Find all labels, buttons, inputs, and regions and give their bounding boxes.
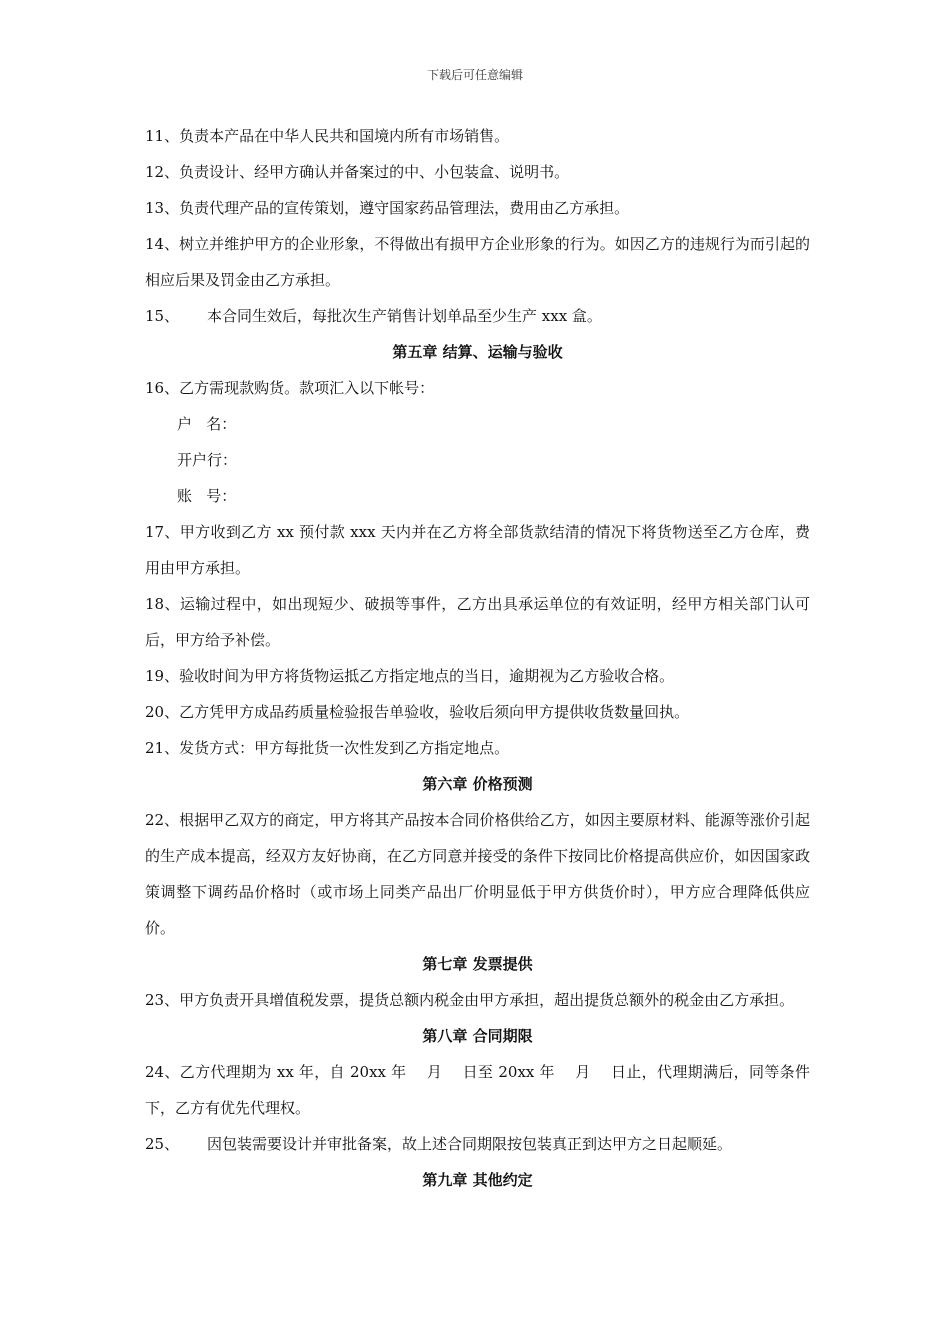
clause-22: 22、根据甲乙双方的商定，甲方将其产品按本合同价格供给乙方，如因主要原材料、能源等涨价引起的生产成本提高，经双方友好协商，在乙方同意并接受的条件下按同比价格提高供应价，如因国家政策调整下调药品价格时（或市场上同类产品出厂价明显低于甲方供货价时），甲方应合理降低供应价。 [145,811,810,937]
clause-15-number: 15、 [145,307,180,325]
page-header: 下载后可任意编辑 [426,68,523,82]
chapter-9-heading: 第九章 其他约定 [422,1171,533,1189]
chapter-6-heading: 第六章 价格预测 [422,775,533,793]
account-bank-label: 开户行： [177,451,238,469]
clause-24: 24、乙方代理期为 xx 年，自 20xx 年 月 日至 20xx 年 月 日止，代理期满后，同等条件下，乙方有优先代理权。 [145,1063,810,1117]
account-name-label: 户 名： [177,415,237,433]
clause-18: 18、运输过程中，如出现短少、破损等事件，乙方出具承运单位的有效证明，经甲方相关部门认可后，甲方给予补偿。 [145,595,810,649]
clause-25-number: 25、 [145,1135,180,1153]
clause-15-text: 本合同生效后，每批次生产销售计划单品至少生产 xxx 盒。 [207,307,602,325]
clause-21: 21、发货方式：甲方每批货一次性发到乙方指定地点。 [145,739,510,757]
clause-15 [145,298,810,334]
clause-12: 12、负责设计、经甲方确认并备案过的中、小包装盒、说明书。 [145,163,570,181]
clause-25-text: 因包装需要设计并审批备案，故上述合同期限按包装真正到达甲方之日起顺延。 [207,1135,733,1153]
account-number-label: 账 号： [177,487,237,505]
clause-17: 17、甲方收到乙方 xx 预付款 xxx 天内并在乙方将全部货款结清的情况下将货物送至乙方仓库，费用由甲方承担。 [145,523,810,577]
clause-13: 13、负责代理产品的宣传策划，遵守国家药品管理法，费用由乙方承担。 [145,199,630,217]
clause-11: 11、负责本产品在中华人民共和国境内所有市场销售。 [145,127,510,145]
chapter-5-heading: 第五章 结算、运输与验收 [392,343,563,361]
chapter-8-heading: 第八章 合同期限 [422,1027,533,1045]
clause-23: 23、甲方负责开具增值税发票，提货总额内税金由甲方承担，超出提货总额外的税金由乙方承担。 [145,991,795,1009]
document-body [145,118,810,1198]
clause-14: 14、树立并维护甲方的企业形象，不得做出有损甲方企业形象的行为。如因乙方的违规行为而引起的相应后果及罚金由乙方承担。 [145,235,810,289]
clause-19: 19、验收时间为甲方将货物运抵乙方指定地点的当日，逾期视为乙方验收合格。 [145,667,675,685]
clause-16: 16、乙方需现款购货。款项汇入以下帐号： [145,379,435,397]
clause-20: 20、乙方凭甲方成品药质量检验报告单验收，验收后须向甲方提供收货数量回执。 [145,703,690,721]
chapter-7-heading: 第七章 发票提供 [422,955,533,973]
clause-25 [145,1126,810,1162]
